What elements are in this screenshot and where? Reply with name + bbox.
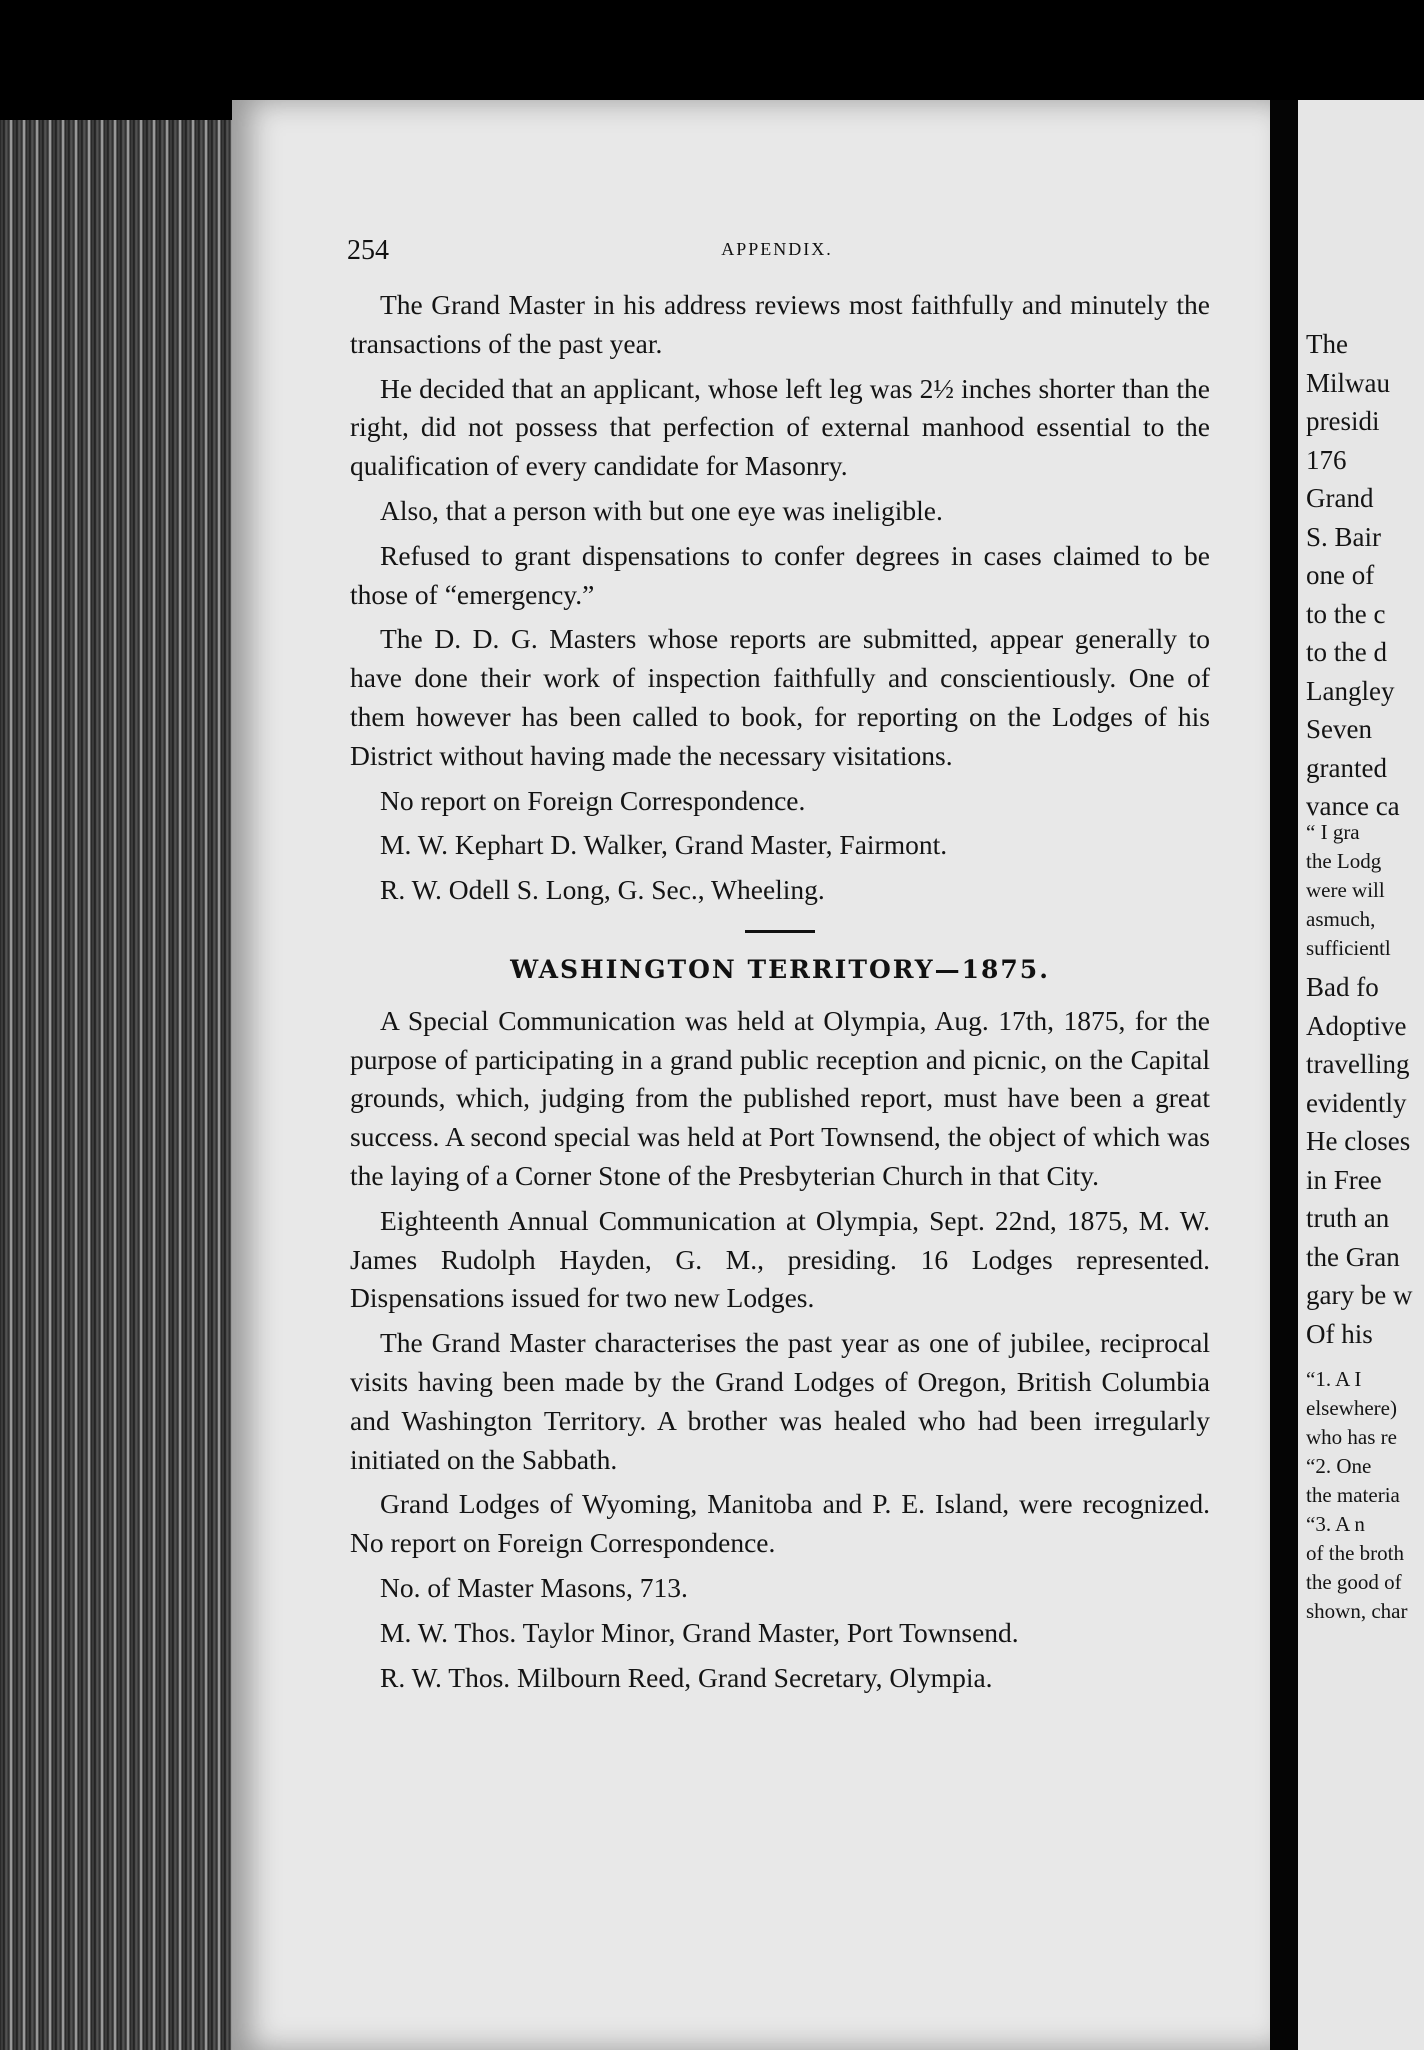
- right-page-text-top: [1306, 325, 1400, 826]
- paragraph: The D. D. G. Masters whose reports are submitted, appear generally to have done their work of inspection faithfully and conscientiously. One of them however has been called to book, for reporting on the Lodges of his District without having made the necessary visitations.: [350, 623, 1210, 771]
- text-fragment: Bad fo: [1306, 972, 1379, 1002]
- paragraph: R. W. Odell S. Long, G. Sec., Wheeling.: [380, 874, 825, 906]
- text-fragment: shown, char: [1306, 1599, 1408, 1623]
- text-fragment: the Gran: [1306, 1241, 1400, 1272]
- text-fragment: S. Bair: [1306, 521, 1382, 552]
- text-fragment: to the d: [1306, 637, 1387, 667]
- paragraph: M. W. Kephart D. Walker, Grand Master, Fairmont.: [380, 829, 948, 861]
- text-fragment: Milwau: [1306, 367, 1390, 398]
- text-fragment: “3. A n: [1306, 1512, 1365, 1536]
- text-fragment: the Lodg: [1306, 849, 1382, 873]
- book-page-edges: [0, 120, 240, 2050]
- text-fragment: the good of: [1306, 1570, 1402, 1594]
- text-fragment: travelling: [1306, 1049, 1410, 1079]
- paragraph: M. W. Thos. Taylor Minor, Grand Master, Port Townsend.: [380, 1616, 1019, 1648]
- paragraph: Grand Lodges of Wyoming, Manitoba and P. E. Island, were recognized. No report on Foreign Correspondence.: [350, 1488, 1210, 1559]
- page-body: [350, 286, 1210, 1703]
- text-fragment: Of his: [1306, 1318, 1373, 1349]
- text-fragment: The: [1306, 329, 1348, 359]
- text-fragment: “1. A I: [1306, 1367, 1362, 1391]
- paragraph: The Grand Master in his address reviews most faithfully and minutely the transactions of the past year.: [350, 289, 1210, 359]
- page-number: 254: [347, 235, 389, 266]
- paragraph: R. W. Thos. Milbourn Reed, Grand Secretary, Olympia.: [380, 1661, 993, 1693]
- text-fragment: who has re: [1306, 1425, 1397, 1449]
- section-heading: WASHINGTON TERRITORY—1875.: [510, 954, 1050, 984]
- text-fragment: the materia: [1306, 1483, 1400, 1507]
- text-fragment: “ I gra: [1306, 820, 1360, 844]
- text-fragment: of the broth: [1306, 1541, 1404, 1565]
- book-gutter: [1270, 100, 1298, 2050]
- text-fragment: one of: [1306, 560, 1375, 590]
- text-fragment: were will: [1306, 878, 1385, 902]
- right-page-text-middle: [1306, 968, 1412, 1353]
- west-virginia-section: [350, 286, 1210, 910]
- right-page-list: [1306, 1365, 1407, 1626]
- paragraph: He decided that an applicant, whose left leg was 2½ inches shorter than the right, did not possess that perfection of external manhood essential to the qualification of every candidate for Masonry.: [350, 372, 1210, 482]
- paragraph: A Special Communication was held at Olympia, Aug. 17th, 1875, for the purpose of participating in a grand public reception and picnic, on the Capital grounds, which, judging from the published report, must have been a great success. A second special was held at Port Townsend, the object of which was the laying of a Corner Stone of the Presbyterian Church in that City.: [350, 1004, 1210, 1191]
- text-fragment: evidently: [1306, 1087, 1407, 1118]
- text-fragment: 176: [1306, 444, 1347, 475]
- text-fragment: in Free: [1306, 1164, 1382, 1195]
- text-fragment: Langley: [1306, 675, 1395, 706]
- paragraph: The Grand Master characterises the past year as one of jubilee, reciprocal visits having been made by the Grand Lodges of Oregon, British Columbia and Washington Territory. A brother was healed who had been irregularly initiated on the Sabbath.: [350, 1327, 1210, 1475]
- section-divider: [745, 930, 815, 933]
- text-fragment: “2. One: [1306, 1454, 1372, 1478]
- text-fragment: presidi: [1306, 406, 1380, 436]
- paragraph: Eighteenth Annual Communication at Olympia, Sept. 22nd, 1875, M. W. James Rudolph Hayden, G. M., presiding. 16 Lodges represented. Dispensations issued for two new Lodges.: [350, 1204, 1210, 1314]
- text-fragment: asmuch,: [1306, 907, 1376, 931]
- text-fragment: granted: [1306, 752, 1387, 783]
- washington-territory-section: [350, 1002, 1210, 1698]
- text-fragment: elsewhere): [1306, 1396, 1397, 1420]
- text-fragment: Grand: [1306, 483, 1374, 513]
- text-fragment: to the c: [1306, 598, 1386, 629]
- text-fragment: sufficientl: [1306, 936, 1391, 960]
- text-fragment: vance ca: [1306, 791, 1400, 821]
- paragraph: No. of Master Masons, 713.: [380, 1571, 688, 1603]
- paragraph: Refused to grant dispensations to confer degrees in cases claimed to be those of “emergency.”: [350, 539, 1210, 610]
- text-fragment: truth an: [1306, 1203, 1390, 1233]
- right-page-fragment: [1298, 100, 1424, 2050]
- page-header: [347, 235, 1207, 275]
- text-fragment: gary be w: [1306, 1280, 1413, 1310]
- paragraph: Also, that a person with but one eye was ineligible.: [380, 494, 943, 526]
- paragraph: No report on Foreign Correspondence.: [380, 784, 806, 816]
- text-fragment: Seven: [1306, 714, 1372, 744]
- running-head: APPENDIX.: [721, 239, 833, 259]
- right-page-quote: [1306, 818, 1391, 963]
- text-fragment: Adoptive: [1306, 1010, 1407, 1041]
- text-fragment: He closes: [1306, 1126, 1411, 1156]
